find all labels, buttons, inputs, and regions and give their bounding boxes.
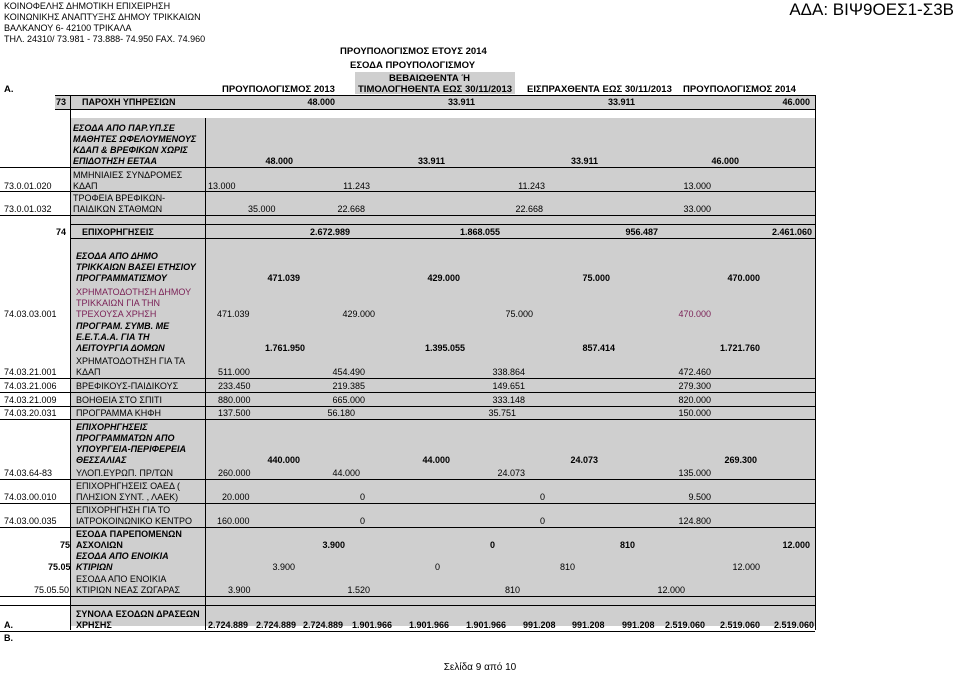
row-label: ΥΛΟΠ.ΕΥΡΩΠ. ΠΡ/ΤΩΝ xyxy=(76,468,173,478)
row-v1: 3.900 xyxy=(322,540,345,550)
row-v4: 124.800 xyxy=(678,516,711,526)
row-v3: 75.000 xyxy=(582,273,610,283)
row-v3: 33.911 xyxy=(607,97,635,107)
total-label: ΣΥΝΟΛΑ ΕΣΟΔΩΝ ΔΡΑΣΕΩΝ xyxy=(76,609,200,619)
row-label: ΠΡΟΓΡΑΜ. ΣΥΜΒ. ΜΕ xyxy=(76,321,170,331)
rule xyxy=(55,95,815,96)
row-v3: 149.651 xyxy=(492,381,525,391)
row-label: ΧΡΗΜΑΤΟΔΟΤΗΣΗ ΔΗΜΟΥ xyxy=(76,287,192,297)
row-label: ΜΜΗΝΙΑΙΕΣ ΣΥΝΔΡΟΜΕΣ xyxy=(73,170,183,180)
row-v1: 48.000 xyxy=(265,156,293,166)
row-label: ΕΣΟΔΑ ΑΠΟ ΔΗΜΟ xyxy=(76,251,158,261)
row-label: ΕΠΙΔΟΤΗΣΗ ΕΕΤΑΑ xyxy=(73,156,157,166)
row-v1: 471.039 xyxy=(217,309,250,319)
row-v4: 470.000 xyxy=(678,309,711,319)
row-label: ΕΠΙΧΟΡΗΓΗΣΕΙΣ ΟΑΕΔ ( xyxy=(76,481,180,491)
row-v3: 0 xyxy=(539,516,545,526)
row-label: ΤΡΕΧΟΥΣΑ ΧΡΗΣΗ xyxy=(76,309,157,319)
row-v3: 810 xyxy=(504,585,520,595)
total-value: 991.208 xyxy=(622,620,655,630)
row-v3: 956.487 xyxy=(625,227,658,237)
total-value: 2.724.889 xyxy=(256,620,297,630)
total-value: 2.724.889 xyxy=(208,620,249,630)
row-v3: 24.073 xyxy=(570,455,598,465)
row-v2: 0 xyxy=(434,562,440,572)
row-v1: 48.000 xyxy=(307,97,335,107)
row-v2: 44.000 xyxy=(422,455,450,465)
rule xyxy=(55,109,815,110)
row-v4: 150.000 xyxy=(678,408,711,418)
row-v3: 33.911 xyxy=(570,156,598,166)
row-label: ΕΣΟΔΑ ΠΑΡΕΠΟΜΕΝΩΝ xyxy=(76,529,182,539)
row-code: 74.03.64-83 xyxy=(4,468,53,478)
row-v4: 33.000 xyxy=(683,204,711,214)
row-v2: 219.385 xyxy=(332,381,365,391)
row-v2: 429.000 xyxy=(427,273,460,283)
col-certified-header-1: ΒΕΒΑΙΩΘΕΝΤΑ Ή xyxy=(389,73,470,84)
row-v1: 880.000 xyxy=(218,395,251,405)
row-v4: 46.000 xyxy=(711,156,739,166)
row-v1: 260.000 xyxy=(218,468,251,478)
col-budget2014-header: ΠΡΟΥΠΟΛΟΓΙΣΜΟΣ 2014 xyxy=(683,84,796,95)
org-line-2: ΚΟΙΝΩΝΙΚΗΣ ΑΝΑΠΤΥΞΗΣ ΔΗΜΟΥ ΤΡΙΚΚΑΙΩΝ xyxy=(4,12,201,22)
row-code: 74 xyxy=(56,227,67,237)
row-v2: 56.180 xyxy=(327,408,355,418)
row-label: ΤΡΟΦΕΙΑ ΒΡΕΦΙΚΩΝ- xyxy=(73,193,166,203)
row-v4: 470.000 xyxy=(727,273,760,283)
row-label: ΚΤΙΡΙΩΝ ΝΕΑΣ ΖΩΓΑΡΑΣ xyxy=(76,585,181,595)
col-certified-header-2: ΤΙΜΟΛΟΓΗΘΕΝΤΑ ΕΩΣ 30/11/2013 xyxy=(358,84,513,95)
row-label: ΚΤΙΡΙΩΝ xyxy=(76,562,113,572)
row-v4: 12.000 xyxy=(657,585,685,595)
row-code: 74.03.21.006 xyxy=(4,381,57,391)
row-label: ΕΠΙΧΟΡΗΓΗΣΕΙΣ xyxy=(76,422,148,432)
rule xyxy=(0,191,815,192)
row-v4: 820.000 xyxy=(678,395,711,405)
row-v3: 857.414 xyxy=(582,343,615,353)
row-v4: 279.300 xyxy=(678,381,711,391)
row-v2: 429.000 xyxy=(342,309,375,319)
row-v4: 46.000 xyxy=(782,97,810,107)
row-label: ΥΠΟΥΡΓΕΙΑ-ΠΕΡΙΦΕΡΕΙΑ xyxy=(76,444,186,454)
row-v3: 333.148 xyxy=(492,395,525,405)
row-v2: 1.395.055 xyxy=(424,343,465,353)
page-number: Σελίδα 9 από 10 xyxy=(443,662,517,673)
row-v1: 20.000 xyxy=(222,492,250,502)
row-code: 74.03.00.010 xyxy=(4,492,57,502)
row-label: ΕΣΟΔΑ ΑΠΟ ΕΝΟΙΚΙΑ xyxy=(76,551,169,561)
row-label: ΠΡΟΓΡΑΜΜΑ ΚΗΦΗ xyxy=(76,408,161,418)
row-v2: 0 xyxy=(359,516,365,526)
row-label: ΛΕΙΤΟΥΡΓΙΑ ΔΟΜΩΝ xyxy=(76,343,165,353)
grid-line xyxy=(815,95,816,630)
row-v4: 472.460 xyxy=(678,367,711,377)
total-code: Α. xyxy=(4,620,13,630)
row-code: 73 xyxy=(56,97,67,107)
org-line-1: ΚΟΙΝΟΦΕΛΗΣ ΔΗΜΟΤΙΚΗ ΕΠΙΧΕΙΡΗΣΗ xyxy=(4,1,171,11)
row-code: 73.0.01.020 xyxy=(4,181,52,191)
total-value: 2.519.060 xyxy=(720,620,761,630)
rule xyxy=(0,392,815,393)
row-label: ΕΠΙΧΟΡΗΓΗΣΕΙΣ xyxy=(82,227,154,237)
row-v3: 35.751 xyxy=(488,408,516,418)
row-v2: 44.000 xyxy=(332,468,360,478)
row-label: ΕΣΟΔΑ ΑΠΟ ΠΑΡ.ΥΠ.ΣΕ xyxy=(73,123,175,133)
row-v2: 11.243 xyxy=(343,181,370,191)
row-v1: 440.000 xyxy=(267,455,300,465)
row-label: ΠΛΗΣΙΟΝ ΣΥΝΤ. , ΛΑΕΚ) xyxy=(76,492,179,502)
rule xyxy=(0,596,815,597)
col-budget2013-header: ΠΡΟΥΠΟΛΟΓΙΣΜΟΣ 2013 xyxy=(222,84,335,95)
row-v2: 22.668 xyxy=(337,204,365,214)
org-line-4: ΤΗΛ. 24310/ 73.981 - 73.888- 74.950 FAX. 74.960 xyxy=(4,34,206,44)
rule xyxy=(0,631,815,632)
row-code: 75 xyxy=(60,540,71,550)
row-v2: 1.520 xyxy=(347,585,370,595)
row-code: 74.03.21.009 xyxy=(4,395,57,405)
row-label: ΠΡΟΓΡΑΜΜΑΤΙΣΜΟΥ xyxy=(76,273,167,283)
row-v1: 13.000 xyxy=(208,181,236,191)
row-code: 73.0.01.032 xyxy=(4,204,52,214)
row-label: ΤΡΙΚΚΑΙΩΝ ΓΙΑ ΤΗΝ xyxy=(76,298,161,308)
total-value: 1.901.966 xyxy=(466,620,507,630)
rule xyxy=(70,224,815,225)
row-v1: 3.900 xyxy=(272,562,295,572)
row-v1: 2.672.989 xyxy=(309,227,350,237)
total-value: 1.901.966 xyxy=(352,620,393,630)
total-value: 991.208 xyxy=(523,620,556,630)
row-label: ΠΑΡΟΧΗ ΥΠΗΡΕΣΙΩΝ xyxy=(82,97,176,107)
row-label: ΑΣΧΟΛΙΩΝ xyxy=(76,540,123,550)
page-subtitle: ΕΣΟΔΑ ΠΡΟΥΠΟΛΟΓΙΣΜΟΥ xyxy=(350,60,476,71)
row-label: ΒΡΕΦΙΚΟΥΣ-ΠΑΙΔΙΚΟΥΣ xyxy=(76,381,179,391)
row-label: ΚΔΑΠ & ΒΡΕΦΙΚΩΝ ΧΩΡΙΣ xyxy=(73,145,188,155)
row-label: ΕΠΙΧΟΡΗΓΗΣΗ ΓΙΑ ΤΟ xyxy=(76,505,171,515)
rule xyxy=(0,479,815,480)
row-label: ΠΡΟΓΡΑΜΜΑΤΩΝ ΑΠΟ xyxy=(76,433,175,443)
rule xyxy=(0,527,815,528)
row-v4: 2.461.060 xyxy=(771,227,812,237)
row-v4: 12.000 xyxy=(732,562,760,572)
total-value: 2.519.060 xyxy=(665,620,706,630)
row-v1: 35.000 xyxy=(248,204,276,214)
rule xyxy=(0,167,815,168)
row-v4: 13.000 xyxy=(683,181,711,191)
row-v3: 810 xyxy=(559,562,575,572)
row-v1: 233.450 xyxy=(218,381,251,391)
row-v4: 9.500 xyxy=(688,492,711,502)
row-v2: 0 xyxy=(359,492,365,502)
row-label: ΚΔΑΠ xyxy=(73,181,98,191)
row-label: ΘΕΣΣΑΛΙΑΣ xyxy=(76,455,127,465)
row-v2: 33.911 xyxy=(417,156,445,166)
row-label: Ε.Ε.Τ.Α.Α. ΓΙΑ ΤΗ xyxy=(76,332,150,342)
row-v3: 24.073 xyxy=(497,468,525,478)
row-code: 74.03.00.035 xyxy=(4,516,57,526)
row-label: ΚΔΑΠ xyxy=(76,367,101,377)
row-v4: 1.721.760 xyxy=(719,343,760,353)
row-label: ΧΡΗΜΑΤΟΔΟΤΗΣΗ ΓΙΑ ΤΑ xyxy=(76,356,186,366)
row-v4: 12.000 xyxy=(782,540,810,550)
grid-line xyxy=(70,95,71,630)
total-label: ΧΡΗΣΗΣ xyxy=(76,620,112,630)
col-collected-header: ΕΙΣΠΡΑΧΘΕΝΤΑ ΕΩΣ 30/11/2013 xyxy=(527,84,672,95)
total-value: 991.208 xyxy=(572,620,605,630)
row-code: 74.03.21.001 xyxy=(4,367,57,377)
org-line-3: ΒΑΛΚΑΝΟΥ 6- 42100 ΤΡΙΚΑΛΑ xyxy=(4,23,132,33)
grid-line xyxy=(205,118,206,630)
row-label: ΕΣΟΔΑ ΑΠΟ ΕΝΟΙΚΙΑ xyxy=(76,574,167,584)
row-v2: 1.868.055 xyxy=(459,227,500,237)
row-v2: 0 xyxy=(489,540,495,550)
row-v1: 160.000 xyxy=(217,516,250,526)
row-code: 74.03.20.031 xyxy=(4,408,57,418)
row-code: 74.03.03.001 xyxy=(4,309,57,319)
row-v1: 1.761.950 xyxy=(264,343,305,353)
rule xyxy=(70,238,815,239)
row-label: ΜΑΘΗΤΕΣ ΩΦΕΛΟΥΜΕΝΟΥΣ xyxy=(73,134,197,144)
row-label: ΙΑΤΡΟΚΟΙΝΩΝΙΚΟ ΚΕΝΤΡΟ xyxy=(76,516,193,526)
total-value: 2.724.889 xyxy=(303,620,344,630)
row-v3: 22.668 xyxy=(515,204,543,214)
rule xyxy=(0,419,815,420)
page-title: ΠΡΟΥΠΟΛΟΓΙΣΜΟΣ ΕΤΟΥΣ 2014 xyxy=(340,46,487,57)
row-v3: 338.864 xyxy=(492,367,525,377)
ada-code: ΑΔΑ: ΒΙΨ9ΟΕΣ1-Σ3Β xyxy=(789,0,954,19)
row-v3: 75.000 xyxy=(505,309,533,319)
section-b-code: Β. xyxy=(4,633,13,643)
rule xyxy=(0,378,815,379)
total-value: 2.519.060 xyxy=(774,620,815,630)
rule xyxy=(0,215,815,216)
row-code: 75.05 xyxy=(48,562,71,572)
row-v3: 0 xyxy=(539,492,545,502)
total-value: 1.901.966 xyxy=(409,620,450,630)
row-v1: 471.039 xyxy=(267,273,300,283)
row-code: 75.05.50 xyxy=(34,585,70,595)
row-v3: 810 xyxy=(619,540,635,550)
rule xyxy=(0,503,815,504)
rule xyxy=(0,406,815,407)
row-label: ΒΟΗΘΕΙΑ ΣΤΟ ΣΠΙΤΙ xyxy=(76,395,162,405)
row-v1: 137.500 xyxy=(218,408,251,418)
row-label: ΠΑΙΔΙΚΩΝ ΣΤΑΘΜΩΝ xyxy=(73,204,163,214)
col-code-header: Α. xyxy=(4,84,14,95)
row-label: ΤΡΙΚΚΑΙΩΝ ΒΑΣΕΙ ΕΤΗΣΙΟΥ xyxy=(76,262,196,272)
row-v4: 269.300 xyxy=(724,455,757,465)
rule xyxy=(0,605,815,606)
row-v2: 665.000 xyxy=(332,395,365,405)
row-v1: 3.900 xyxy=(228,585,251,595)
row-v1: 511.000 xyxy=(218,367,250,377)
row-v2: 33.911 xyxy=(447,97,475,107)
row-v4: 135.000 xyxy=(678,468,711,478)
row-v3: 11.243 xyxy=(518,181,545,191)
row-v2: 454.490 xyxy=(332,367,365,377)
